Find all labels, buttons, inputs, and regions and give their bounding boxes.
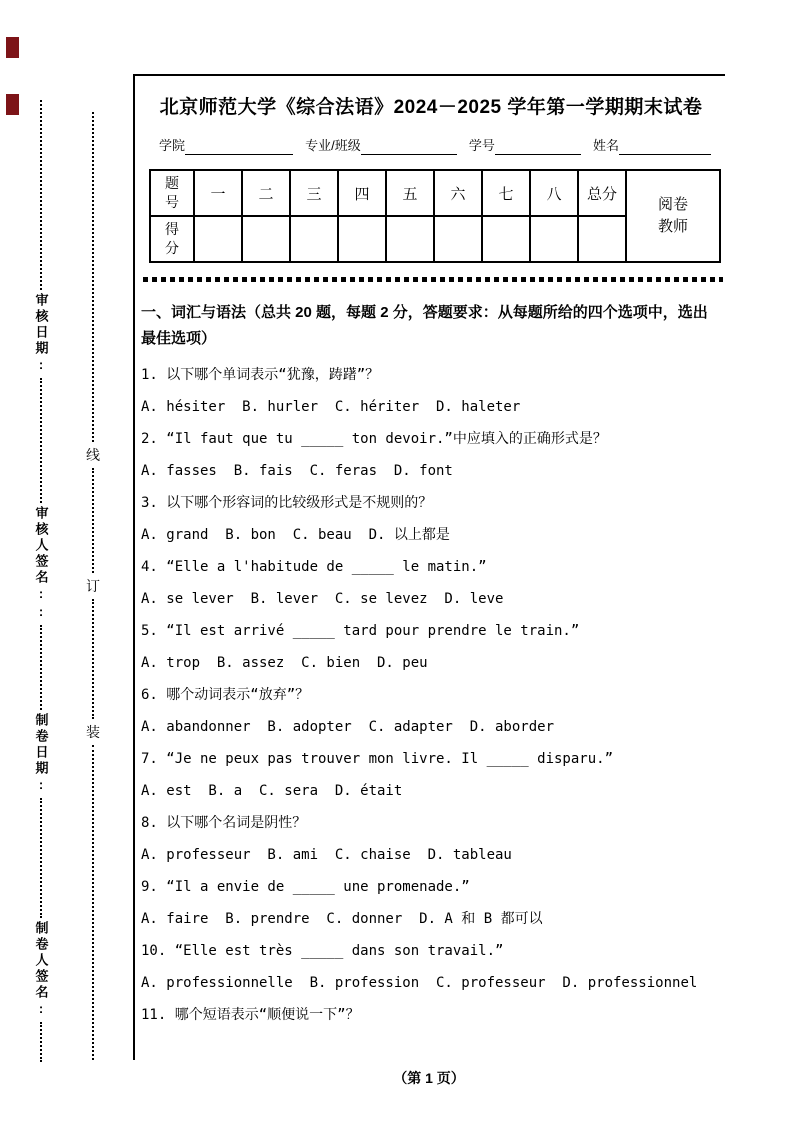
field-name-blank [619, 139, 711, 155]
question-stem: 3. 以下哪个形容词的比较级形式是不规则的？ [141, 495, 433, 511]
score-table-header-row [150, 170, 720, 216]
question-stem: 1. 以下哪个单词表示“犹豫，踌躇”？ [141, 367, 380, 383]
margin-label-reviewer-signature: 审核人签名:: [33, 506, 49, 622]
score-cell [194, 216, 242, 262]
question-1 [141, 365, 721, 417]
question-7 [141, 749, 721, 801]
question-2 [141, 429, 721, 481]
question-3 [141, 493, 721, 545]
question-stem: 9. “Il a envie de _____ une promenade.” [141, 879, 470, 895]
score-cell [386, 216, 434, 262]
margin-label-paper-maker-signature: 制卷人签名: [33, 921, 49, 1019]
dotted-line [40, 378, 42, 503]
question-stem: 5. “Il est arrivé _____ tard pour prendre le train.” [141, 623, 580, 639]
field-college-blank [185, 139, 293, 155]
question-options: A. se lever B. lever C. se levez D. leve [141, 591, 504, 607]
score-label: 得分 [164, 221, 179, 256]
binding-margin-column-inner [82, 112, 104, 1060]
field-student-id-blank [495, 139, 581, 155]
score-table-total-header: 总分 [578, 170, 626, 216]
exam-content-area [133, 74, 725, 1060]
score-table-col-header: 一 [194, 170, 242, 216]
grader-label: 阅卷教师 [657, 195, 688, 235]
score-cell [290, 216, 338, 262]
question-8 [141, 813, 721, 865]
question-5 [141, 621, 721, 673]
dotted-separator [143, 277, 723, 282]
score-table [149, 169, 721, 263]
question-9 [141, 877, 721, 929]
score-table-grader-cell [626, 170, 720, 262]
red-registration-mark [6, 94, 19, 115]
field-student-id-label: 学号 [468, 138, 495, 153]
binding-margin-column-outer [30, 100, 52, 1062]
dotted-line [92, 112, 94, 442]
score-cell [482, 216, 530, 262]
binding-line-char: 装 [86, 724, 100, 740]
margin-label-review-date: 审核日期: [33, 293, 49, 375]
question-10 [141, 941, 721, 993]
score-cell [242, 216, 290, 262]
student-info-row [159, 135, 711, 155]
margin-label-paper-made-date: 制卷日期: [33, 713, 49, 795]
question-stem: 8. 以下哪个名词是阴性？ [141, 815, 307, 831]
score-cell [434, 216, 482, 262]
field-college [159, 135, 293, 155]
question-options: A. hésiter B. hurler C. hériter D. haleter [141, 399, 521, 415]
question-stem: 2. “Il faut que tu _____ ton devoir.”中应填入的正确形式是？ [141, 431, 607, 447]
dotted-line [40, 625, 42, 710]
field-major-class-blank [361, 139, 457, 155]
section-one-heading: 一、词汇与语法（总共 20 题，每题 2 分，答题要求：从每题所给的四个选项中，选出最佳选项） [141, 304, 708, 347]
question-11 [141, 1005, 721, 1025]
score-cell [578, 216, 626, 262]
field-name-label: 姓名 [592, 138, 619, 153]
dotted-line [92, 599, 94, 719]
question-options: A. trop B. assez C. bien D. peu [141, 655, 428, 671]
question-options: A. professionnelle B. profession C. professeur D. professionnel [141, 975, 698, 991]
question-options: A. professeur B. ami C. chaise D. tableau [141, 847, 512, 863]
score-cell [338, 216, 386, 262]
question-stem: 11. 哪个短语表示“顺便说一下”？ [141, 1007, 360, 1023]
binding-line-char: 订 [86, 578, 100, 594]
question-4 [141, 557, 721, 609]
score-table-col-header: 四 [338, 170, 386, 216]
question-list [141, 365, 721, 1025]
question-stem: 6. 哪个动词表示“放弃”？ [141, 687, 310, 703]
question-6 [141, 685, 721, 737]
score-table-col-header: 三 [290, 170, 338, 216]
score-cell [530, 216, 578, 262]
score-table-score-label-cell [150, 216, 194, 262]
question-options: A. est B. a C. sera D. était [141, 783, 403, 799]
question-options: A. faire B. prendre C. donner D. A 和 B 都可以 [141, 911, 543, 927]
question-options: A. abandonner B. adopter C. adapter D. aborder [141, 719, 555, 735]
question-options: A. grand B. bon C. beau D. 以上都是 [141, 527, 450, 543]
dotted-line [40, 100, 42, 290]
field-major-class-label: 专业/班级 [305, 138, 361, 153]
field-college-label: 学院 [159, 138, 186, 153]
red-registration-mark [6, 37, 19, 58]
question-no-label: 题号 [164, 175, 179, 210]
score-table-col-header: 八 [530, 170, 578, 216]
field-student-id [469, 135, 581, 155]
score-table-col-header: 五 [386, 170, 434, 216]
question-stem: 7. “Je ne peux pas trouver mon livre. Il _____ disparu.” [141, 751, 614, 767]
score-table-col-header: 七 [482, 170, 530, 216]
dotted-line [92, 745, 94, 1060]
question-stem: 10. “Elle est très _____ dans son travail.” [141, 943, 504, 959]
dotted-line [40, 1022, 42, 1062]
exam-title: 北京师范大学《综合法语》2024－2025 学年第一学期期末试卷 [159, 97, 703, 118]
question-options: A. fasses B. fais C. feras D. font [141, 463, 453, 479]
binding-line-char: 线 [86, 447, 100, 463]
score-table-question-no-cell [150, 170, 194, 216]
dotted-line [92, 468, 94, 573]
field-major-class [305, 135, 457, 155]
question-stem: 4. “Elle a l'habitude de _____ le matin.” [141, 559, 487, 575]
page-number: （第 1 页） [393, 1070, 465, 1086]
score-table-col-header: 二 [242, 170, 290, 216]
score-table-col-header: 六 [434, 170, 482, 216]
field-name [593, 135, 711, 155]
dotted-line [40, 798, 42, 918]
